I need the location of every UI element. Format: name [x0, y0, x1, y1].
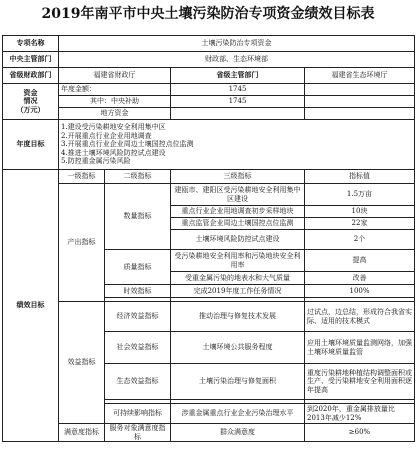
- satisfaction-name: 群众满意度: [171, 424, 305, 442]
- goal-item: 1.建设受污染耕地安全利用集中区: [61, 123, 166, 132]
- province-finance-label: 省级财政部门: [3, 68, 59, 84]
- page-title: 2019年南平市中央土壤污染防治专项资金绩效目标表: [41, 6, 375, 22]
- quality-value: 提高: [305, 250, 415, 272]
- row-economic: [3, 302, 415, 332]
- project-label: 专项名称: [3, 36, 59, 52]
- row-funds-total: [3, 84, 415, 96]
- social-name: 土壤环境公共服务程度: [171, 332, 305, 364]
- row-funds-central: [3, 96, 415, 108]
- ecological-label: 生态效益指标: [105, 364, 171, 400]
- satisfaction-level1-label: 满意度指标: [59, 424, 105, 442]
- central-dept-value: 财政部、生态环境部: [59, 52, 415, 68]
- row-indicator-headers: [3, 170, 415, 184]
- satisfaction-level2-label: 服务对象满意度指标: [105, 424, 171, 442]
- economic-name: 推动治理与修复技术发展: [171, 302, 305, 332]
- quality-label: 质量指标: [105, 250, 171, 285]
- province-dept-value: 福建省生态环境厅: [305, 68, 415, 84]
- quantity-value: 1.5万亩: [305, 184, 415, 206]
- quality-value: 改善: [305, 272, 415, 285]
- row-satisfaction: [3, 424, 415, 442]
- funds-total-value: 1745: [171, 84, 305, 96]
- quantity-value: 2个: [305, 230, 415, 250]
- quality-name: 受重金属污染的地表水和大气质量: [171, 272, 305, 285]
- annual-goals-list: [59, 120, 415, 170]
- header-level1: 一级指标: [59, 170, 105, 184]
- quantity-name: 重点行业企业用地调查初步采样地块: [171, 206, 305, 218]
- goal-item: 2.开展重点行业企业用地调查: [61, 131, 152, 140]
- central-dept-label: 中央主管部门: [3, 52, 59, 68]
- ecological-value: 重度污染耕地种植结构调整面积或生产、受污染耕地安全利用面积逐年提高: [305, 364, 415, 400]
- funds-local-value: [171, 108, 305, 120]
- province-dept-label: 省级主管部门: [171, 68, 305, 84]
- header-value: 指标值: [305, 170, 415, 184]
- project-value: 土壤污染防治专项资金: [59, 36, 415, 52]
- sustainable-label: 可持续影响指标: [105, 404, 171, 424]
- goal-item: 5.防控重金属污染风险: [61, 157, 131, 166]
- social-label: 社会效益指标: [105, 332, 171, 364]
- benefit-label: 效益指标: [59, 302, 105, 424]
- timeliness-name: 完成2019年度工作任务情况: [171, 285, 305, 298]
- header-level2: 二级指标: [105, 170, 171, 184]
- quantity-value: 10块: [305, 206, 415, 218]
- row-province: [3, 68, 415, 84]
- row-annual-goals: [3, 120, 415, 170]
- timeliness-value: 100%: [305, 285, 415, 298]
- sustainable-value: 到2020年，重金属排放量比2013年减少12%: [305, 404, 415, 424]
- province-finance-value: 福建省财政厅: [59, 68, 171, 84]
- quality-name: 受污染耕地安全利用率和污染地块安全利用率: [171, 250, 305, 272]
- satisfaction-value: ≥60%: [305, 424, 415, 442]
- goal-item: 3.开展重点行业企业周边土壤国控点位监测: [61, 140, 194, 149]
- row-funds-local: [3, 108, 415, 120]
- performance-target-table: [2, 35, 415, 442]
- funds-central-value: 1745: [171, 96, 305, 108]
- funds-total-label: 年度金额：: [59, 84, 171, 96]
- header-level3: 三级指标: [171, 170, 305, 184]
- economic-label: 经济效益指标: [105, 302, 171, 332]
- goal-item: 4.推进土壤环境风险防控试点建设: [61, 148, 166, 157]
- quantity-name: 土壤环境风险防控试点建设: [171, 230, 305, 250]
- output-label: 产出指标: [59, 184, 105, 302]
- quantity-label: 数量指标: [105, 184, 171, 250]
- funds-central-label: 其中：中央补助: [59, 96, 171, 108]
- row-project: [3, 36, 415, 52]
- funds-local-label: 地方资金: [59, 108, 171, 120]
- annual-goals-label: 年度目标: [3, 120, 59, 170]
- performance-section-label: 绩效目标: [3, 170, 59, 442]
- quantity-value: 22家: [305, 218, 415, 230]
- economic-value: 过试点，边总结，形成符合我省实际、适用的技术模式: [305, 302, 415, 332]
- quantity-name: 建瓯市、建阳区受污染耕地安全利用集中区建设: [171, 184, 305, 206]
- social-value: 应用土壤环境质量监测网络，加强土壤环境质量监管: [305, 332, 415, 364]
- timeliness-label: 时效指标: [105, 285, 171, 298]
- row-quantity-1: [3, 184, 415, 206]
- sustainable-name: 涉重金属重点行业企业污染治理水平: [171, 404, 305, 424]
- quantity-name: 重点监管企业周边土壤国控点位监测: [171, 218, 305, 230]
- row-central-dept: [3, 52, 415, 68]
- funds-label: 资金 情况 （万元）: [3, 84, 59, 120]
- ecological-name: 土壤污染治理与修复面积: [171, 364, 305, 400]
